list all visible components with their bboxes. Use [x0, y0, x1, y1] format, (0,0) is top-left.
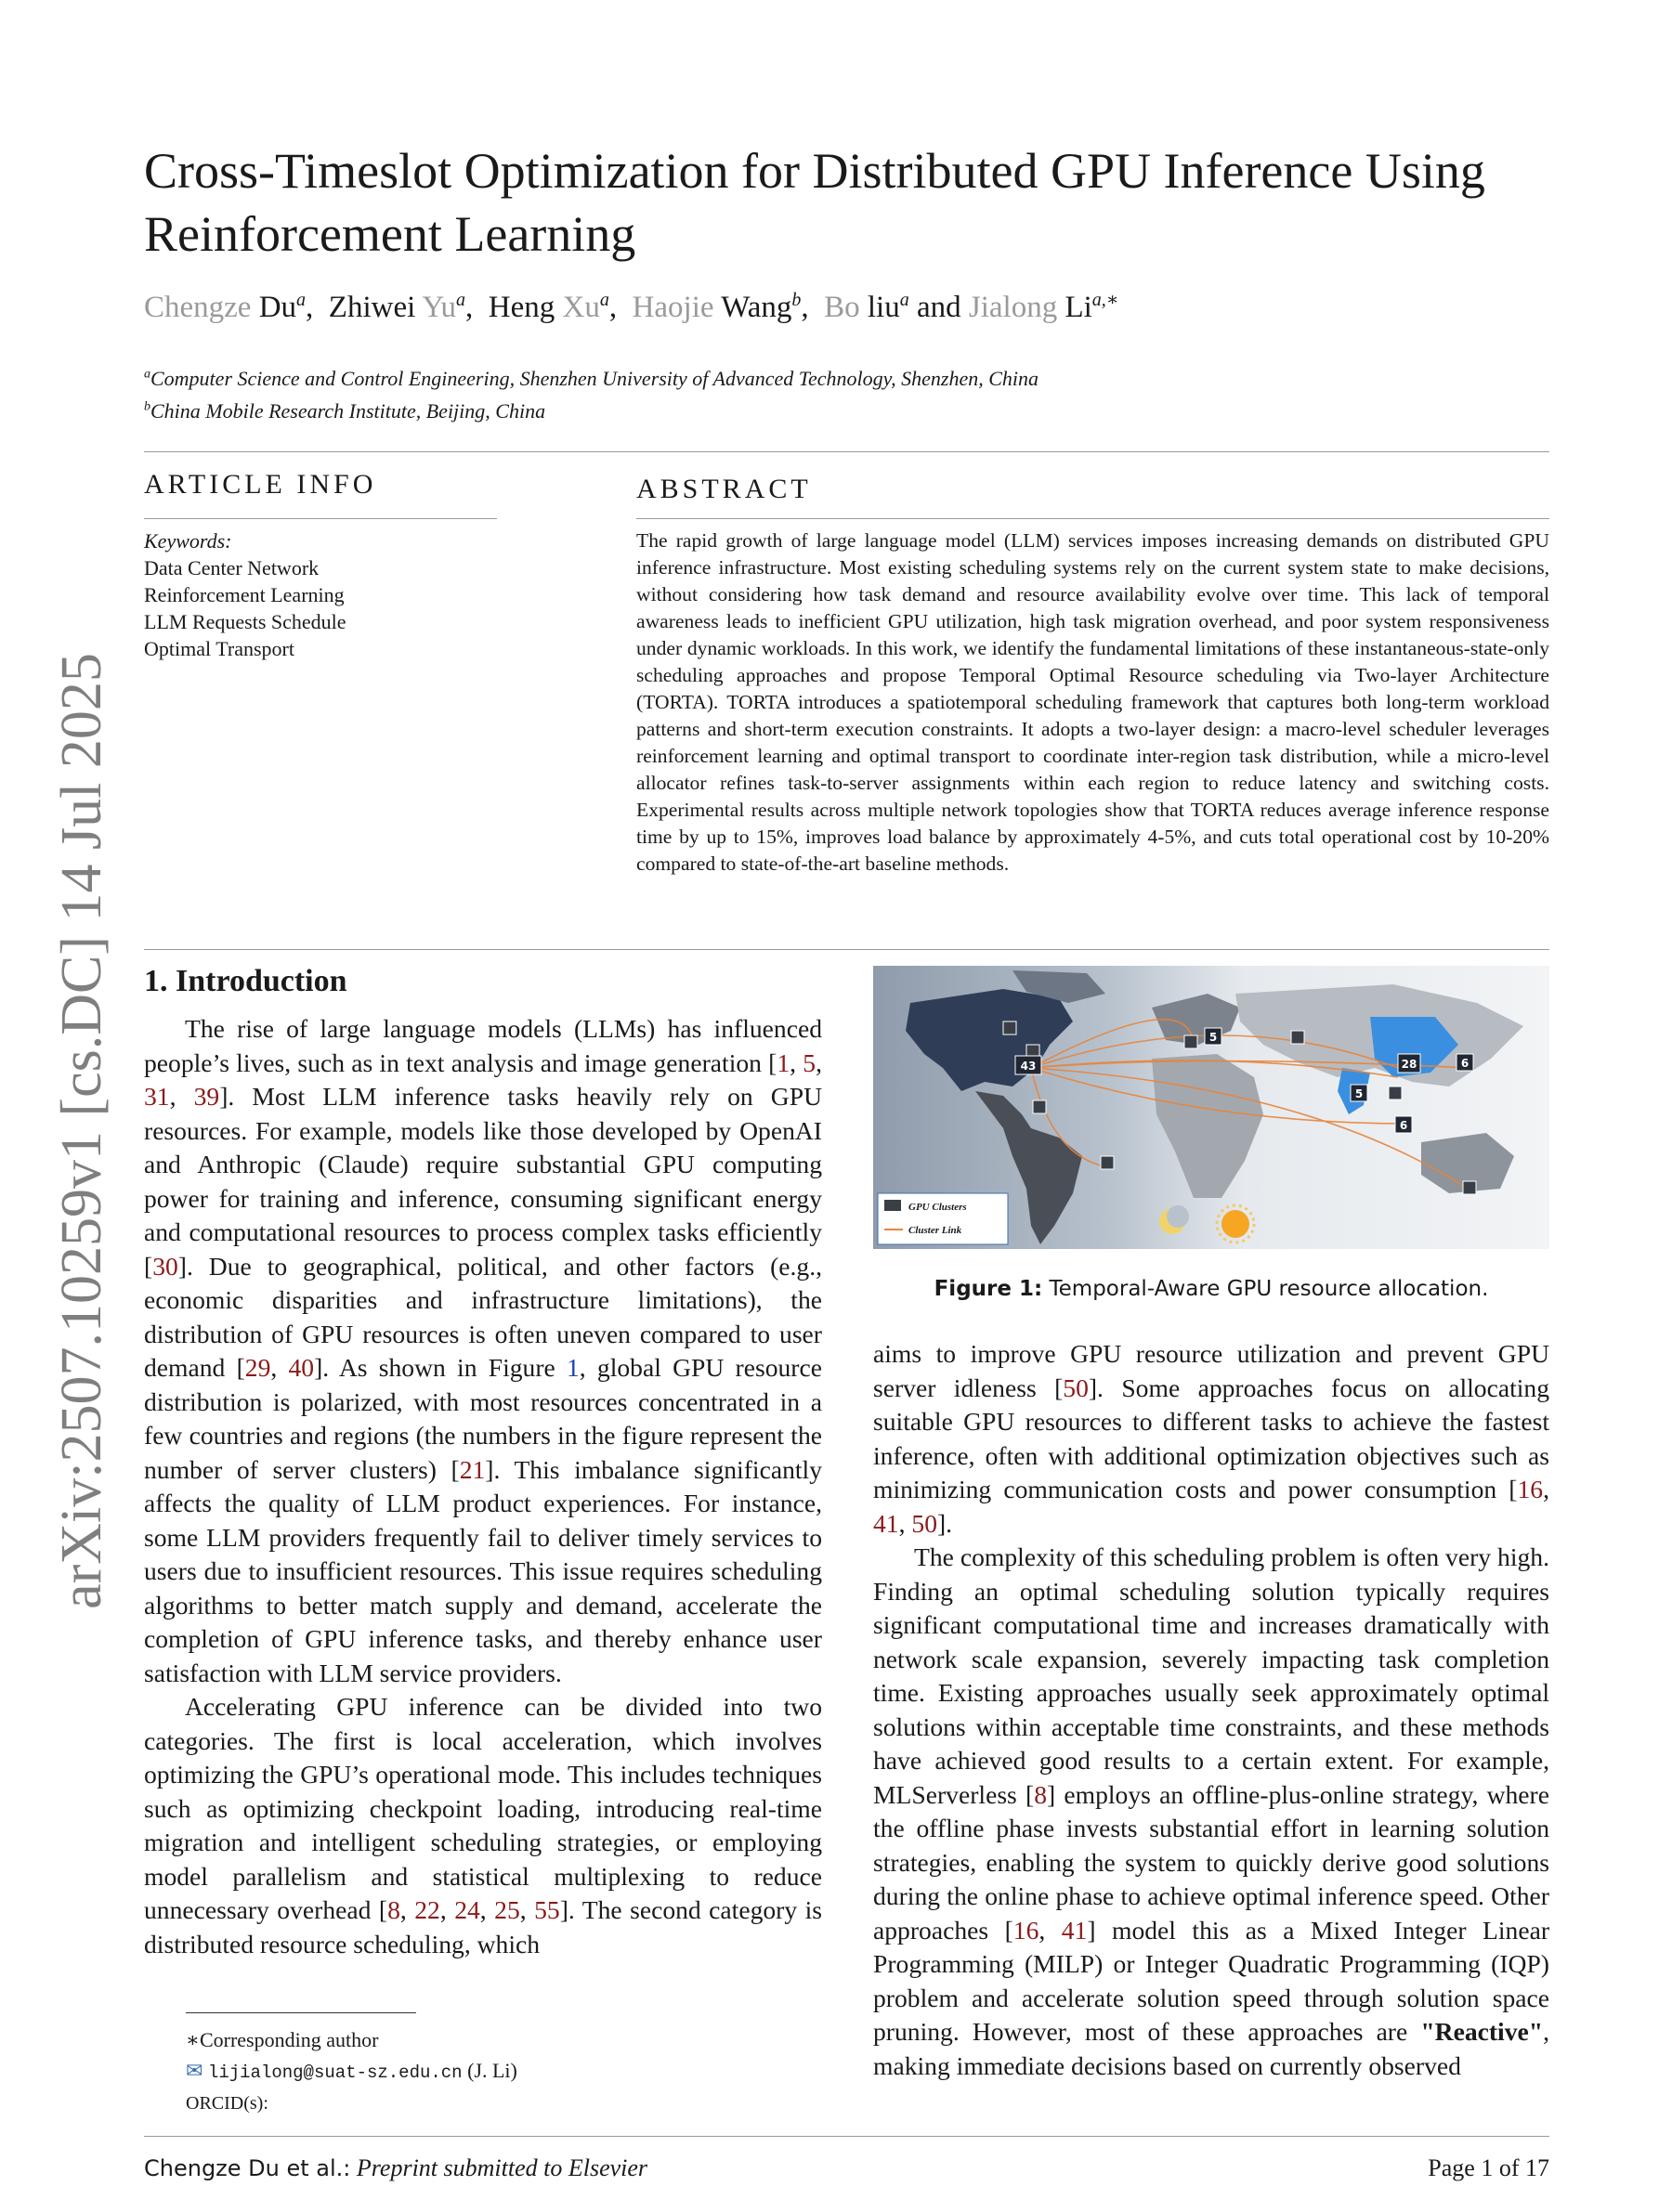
affiliation: $^b$China Mobile Research Institute, Beijing, China: [144, 399, 546, 423]
envelope-icon: ✉: [186, 2059, 203, 2082]
author: Jialong $Li^{a,∗}$: [968, 290, 1119, 324]
footer-divider: [144, 2136, 1549, 2137]
email-link[interactable]: lijialong@suat-sz.edu.cn: [207, 2062, 463, 2083]
body-right-column: [873, 1337, 1549, 2083]
author: Zhiwei Yu$^a$: [328, 290, 465, 324]
paragraph: The complexity of this scheduling problem is often very high. Finding an optimal scheduling solution typically requires significant computational time and increases dramatically with network scale expansion, severely impacting task completion time. Existing approaches usually seek approximately optimal solutions within acceptable time constraints, and these methods have achieved good results to a certain extent. For example, MLServerless [8] employs an offline-plus-online strategy, where the offline phase invests substantial effort in learning solution strategies, enabling the system to quickly derive good solutions during the online phase to achieve optimal inference speed. Other approaches [16, 41] model this as a Mixed Integer Linear Programming (MILP) or Integer Quadratic Programming (IQP) problem and accelerate solution speed through solution space pruning. However, most of these approaches are "Reactive", making immediate decisions based on currently observed: [873, 1542, 1550, 2080]
author-list: Chengze Du$^a$, Zhiwei Yu$^a$, Heng Xu$^a$, Haojie Wang$^b$, Bo liu$^a$ and Jialong $Li^{a,∗}$: [144, 290, 1119, 324]
author: Bo liu$^a$: [824, 290, 909, 324]
svg-text:Cluster Link: Cluster Link: [908, 1225, 962, 1236]
body-left-column: [144, 1012, 822, 1961]
arxiv-stamp: arXiv:2507.10259v1 [cs.DC] 14 Jul 2025: [50, 653, 113, 1609]
cluster-count-badge: [1398, 1054, 1420, 1073]
footer-citation: Chengze Du et al.: Preprint submitted to Elsevier: [144, 2154, 648, 2181]
svg-text:6: 6: [1460, 1057, 1470, 1070]
svg-text:5: 5: [1354, 1087, 1364, 1100]
svg-text:GPU Clusters: GPU Clusters: [908, 1202, 967, 1213]
author: Haojie Wang$^b$: [632, 290, 802, 324]
keyword: Data Center Network: [144, 556, 320, 579]
author: Chengze Du$^a$: [144, 290, 307, 324]
figure-legend: [878, 1193, 1008, 1244]
divider: [144, 451, 1549, 452]
cluster-count-badge: [1351, 1085, 1367, 1101]
cluster-count-badge: [1205, 1028, 1221, 1045]
abstract-heading: ABSTRACT: [636, 474, 812, 504]
footnote: [186, 2024, 517, 2119]
figure-gpu-map: [873, 966, 1549, 1249]
figure-caption: Figure 1: Temporal-Aware GPU resource allocation.: [934, 1277, 1489, 1301]
orcid-line: ORCID(s):: [186, 2093, 268, 2114]
paper-title: [144, 139, 1519, 266]
keyword: Reinforcement Learning: [144, 583, 345, 606]
keyword: Optimal Transport: [144, 637, 294, 660]
email-line: ✉ lijialong@suat-sz.edu.cn (J. Li): [186, 2059, 517, 2083]
corresponding-author-note: ∗Corresponding author: [186, 2028, 379, 2051]
title-line-1: Cross-Timeslot Optimization for Distributed GPU Inference Using: [144, 143, 1485, 199]
cluster-count-badge: [1015, 1056, 1041, 1074]
section-heading: 1. Introduction: [144, 964, 347, 998]
divider: [144, 518, 497, 519]
paragraph: Accelerating GPU inference can be divided into two categories. The first is local acceleration, which involves optimizing the GPU’s operational mode. This includes techniques such as optimizing checkpoint loading, introducing real-time migration and intelligent scheduling strategies, or employing model parallelism and statistical multiplexing to reduce unnecessary overhead [8, 22, 24, 25, 55]. The second category is distributed resource scheduling, which: [144, 1692, 823, 1958]
svg-text:43: 43: [1020, 1060, 1037, 1073]
world-map-illustration: [873, 966, 1549, 1249]
keyword: LLM Requests Schedule: [144, 610, 346, 633]
cluster-count-badge: [1457, 1054, 1473, 1071]
keywords: Keywords: Data Center Network Reinforcement Learning LLM Requests Schedule Optimal Transport: [144, 527, 516, 662]
paragraph: The rise of large language models (LLMs) has influenced people’s lives, such as in text analysis and image generation [1, 5, 31, 39]. Most LLM inference tasks heavily rely on GPU resources. For example, models like those developed by OpenAI and Anthropic (Claude) require substantial GPU computing power for training and inference, consuming significant energy and computational resources to process complex tasks efficiently [30]. Due to geographical, political, and other factors (e.g., economic disparities and infrastructure limitations), the distribution of GPU resources is often uneven compared to user demand [29, 40]. As shown in Figure 1, global GPU resource distribution is polarized, with most resources concentrated in a few countries and regions (the numbers in the figure represent the number of server clusters) [21]. This imbalance significantly affects the quality of LLM product experiences. For instance, some LLM providers frequently fail to deliver timely services to users due to insufficient resources. This issue requires scheduling algorithms to better match supply and demand, accelerate the completion of GPU inference tasks, and thereby enhance user satisfaction with LLM service providers.: [144, 1014, 822, 1687]
title-line-2: Reinforcement Learning: [144, 206, 636, 262]
svg-text:28: 28: [1401, 1058, 1417, 1071]
divider: [144, 949, 1549, 950]
svg-text:5: 5: [1208, 1031, 1218, 1044]
affiliation: $^a$Computer Science and Control Engineering, Shenzhen University of Advanced Technology, Shenzhen, China: [144, 367, 1039, 390]
divider: [636, 518, 1549, 519]
author: Heng Xu$^a$: [488, 290, 609, 324]
abstract-text: The rapid growth of large language model (LLM) services imposes increasing demands on distributed GPU inference infrastructure. Most existing scheduling systems rely on the current system state to make decisions, without considering how task demand and resource availability evolve over time. This lack of temporal awareness leads to inefficient GPU utilization, high task migration overhead, and poor system responsiveness under dynamic workloads. In this work, we identify the fundamental limitations of these instantaneous-state-only scheduling approaches and propose Temporal Optimal Resource scheduling via Two-layer Architecture (TORTA). TORTA introduces a spatiotemporal scheduling framework that captures both long-term workload patterns and short-term execution constraints. It adopts a two-layer design: a macro-level scheduler leverages reinforcement learning and optimal transport to coordinate inter-region task distribution, while a micro-level allocator refines task-to-server assignments within each region to reduce latency and switching costs. Experimental results across multiple network topologies show that TORTA reduces average inference response time by up to 15%, improves load balance by approximately 4-5%, and cuts total operational cost by 10-20% compared to state-of-the-art baseline methods.: [636, 529, 1549, 875]
page-number: Page 1 of 17: [1428, 2154, 1549, 2181]
cluster-count-badge: [1395, 1116, 1412, 1133]
paragraph: aims to improve GPU resource utilization and prevent GPU server idleness [50]. Some approaches focus on allocating suitable GPU resources to different tasks to achieve the fastest inference, often with additional optimization objectives such as minimizing communication costs and power consumption [16, 41, 50].: [873, 1339, 1549, 1538]
footnote-rule: [186, 2012, 416, 2013]
svg-text:6: 6: [1399, 1119, 1408, 1132]
article-info-heading: ARTICLE INFO: [144, 469, 377, 500]
